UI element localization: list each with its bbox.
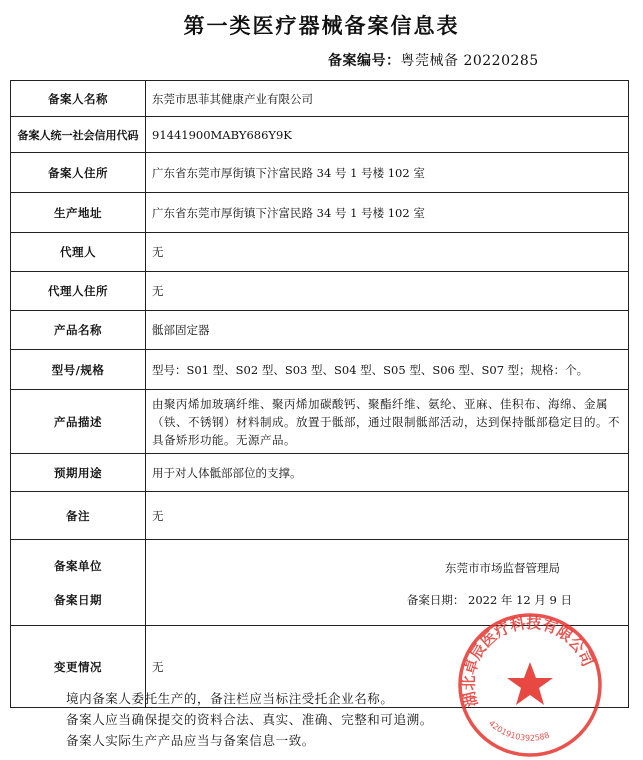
row-value: 用于对人体骶部部位的支撑。 bbox=[146, 454, 629, 492]
document-title: 第一类医疗器械备案信息表 bbox=[183, 14, 460, 38]
row-value: 无 bbox=[146, 233, 629, 272]
row-label: 备案人统一社会信用代码 bbox=[11, 117, 146, 153]
filing-date-label: 备案日期 bbox=[54, 592, 102, 607]
row-value: 无 bbox=[146, 626, 629, 708]
svg-text:4201910392588: 4201910392588 bbox=[486, 718, 551, 743]
row-label: 代理人住所 bbox=[11, 272, 146, 311]
footer-line: 备案人实际生产产品应当与备案信息一致。 bbox=[66, 733, 315, 748]
table-row bbox=[11, 311, 629, 350]
table-row bbox=[11, 193, 629, 233]
row-value: 91441900MABY686Y9K bbox=[146, 117, 629, 153]
row-label: 备案人名称 bbox=[11, 81, 146, 117]
row-value: 骶部固定器 bbox=[146, 311, 629, 350]
row-label: 生产地址 bbox=[11, 193, 146, 233]
row-label: 变更情况 bbox=[11, 626, 146, 708]
table-row bbox=[11, 233, 629, 272]
row-label: 备注 bbox=[11, 492, 146, 540]
row-value: 东莞市思菲其健康产业有限公司 bbox=[146, 81, 629, 117]
table-row bbox=[11, 117, 629, 153]
row-value: 型号：S01 型、S02 型、S03 型、S04 型、S05 型、S06 型、S07 型；规格：个。 bbox=[146, 350, 629, 390]
record-number bbox=[328, 50, 539, 70]
footer-line: 境内备案人委托生产的，备注栏应当标注受托企业名称。 bbox=[66, 691, 394, 706]
filing-unit-label: 备案单位 bbox=[54, 558, 102, 573]
row-label: 产品名称 bbox=[11, 311, 146, 350]
filing-values bbox=[146, 540, 629, 626]
record-number-label: 备案编号： bbox=[328, 53, 401, 69]
filing-labels bbox=[11, 540, 146, 626]
table-row bbox=[11, 454, 629, 492]
table-row-filing bbox=[11, 540, 629, 626]
row-value: 无 bbox=[146, 492, 629, 540]
svg-text:湖北卓辰医疗科技有限公司: 湖北卓辰医疗科技有限公司 bbox=[459, 613, 597, 709]
filing-date-value: 备案日期： 2022 年 12 月 9 日 bbox=[406, 592, 572, 607]
table-row bbox=[11, 153, 629, 193]
row-value: 广东省东莞市厚街镇下汴富民路 34 号 1 号楼 102 室 bbox=[146, 193, 629, 233]
row-label: 代理人 bbox=[11, 233, 146, 272]
table-row bbox=[11, 390, 629, 454]
row-label: 预期用途 bbox=[11, 454, 146, 492]
table-row bbox=[11, 350, 629, 390]
footer-line: 备案人应当确保提交的资料合法、真实、准确、完整和可追溯。 bbox=[66, 712, 433, 727]
row-value: 无 bbox=[146, 272, 629, 311]
row-label: 备案人住所 bbox=[11, 153, 146, 193]
table-row bbox=[11, 492, 629, 540]
table-row bbox=[11, 81, 629, 117]
row-value: 由聚丙烯加玻璃纤维、聚丙烯加碳酸钙、聚酯纤维、氨纶、亚麻、佳积布、海绵、金属（铁、不锈钢）材料制成。放置于骶部，通过限制骶部活动，达到保持骶部稳定目的。不具备矫形功能。无源产品。 bbox=[146, 390, 629, 454]
footer-notes bbox=[66, 688, 433, 751]
table-row bbox=[11, 272, 629, 311]
info-table bbox=[10, 80, 629, 708]
row-label: 型号/规格 bbox=[11, 350, 146, 390]
row-value: 广东省东莞市厚街镇下汴富民路 34 号 1 号楼 102 室 bbox=[146, 153, 629, 193]
filing-unit-value: 东莞市市场监督管理局 bbox=[445, 560, 560, 575]
row-label: 产品描述 bbox=[11, 390, 146, 454]
record-number-value: 粤莞械备 20220285 bbox=[400, 53, 539, 69]
